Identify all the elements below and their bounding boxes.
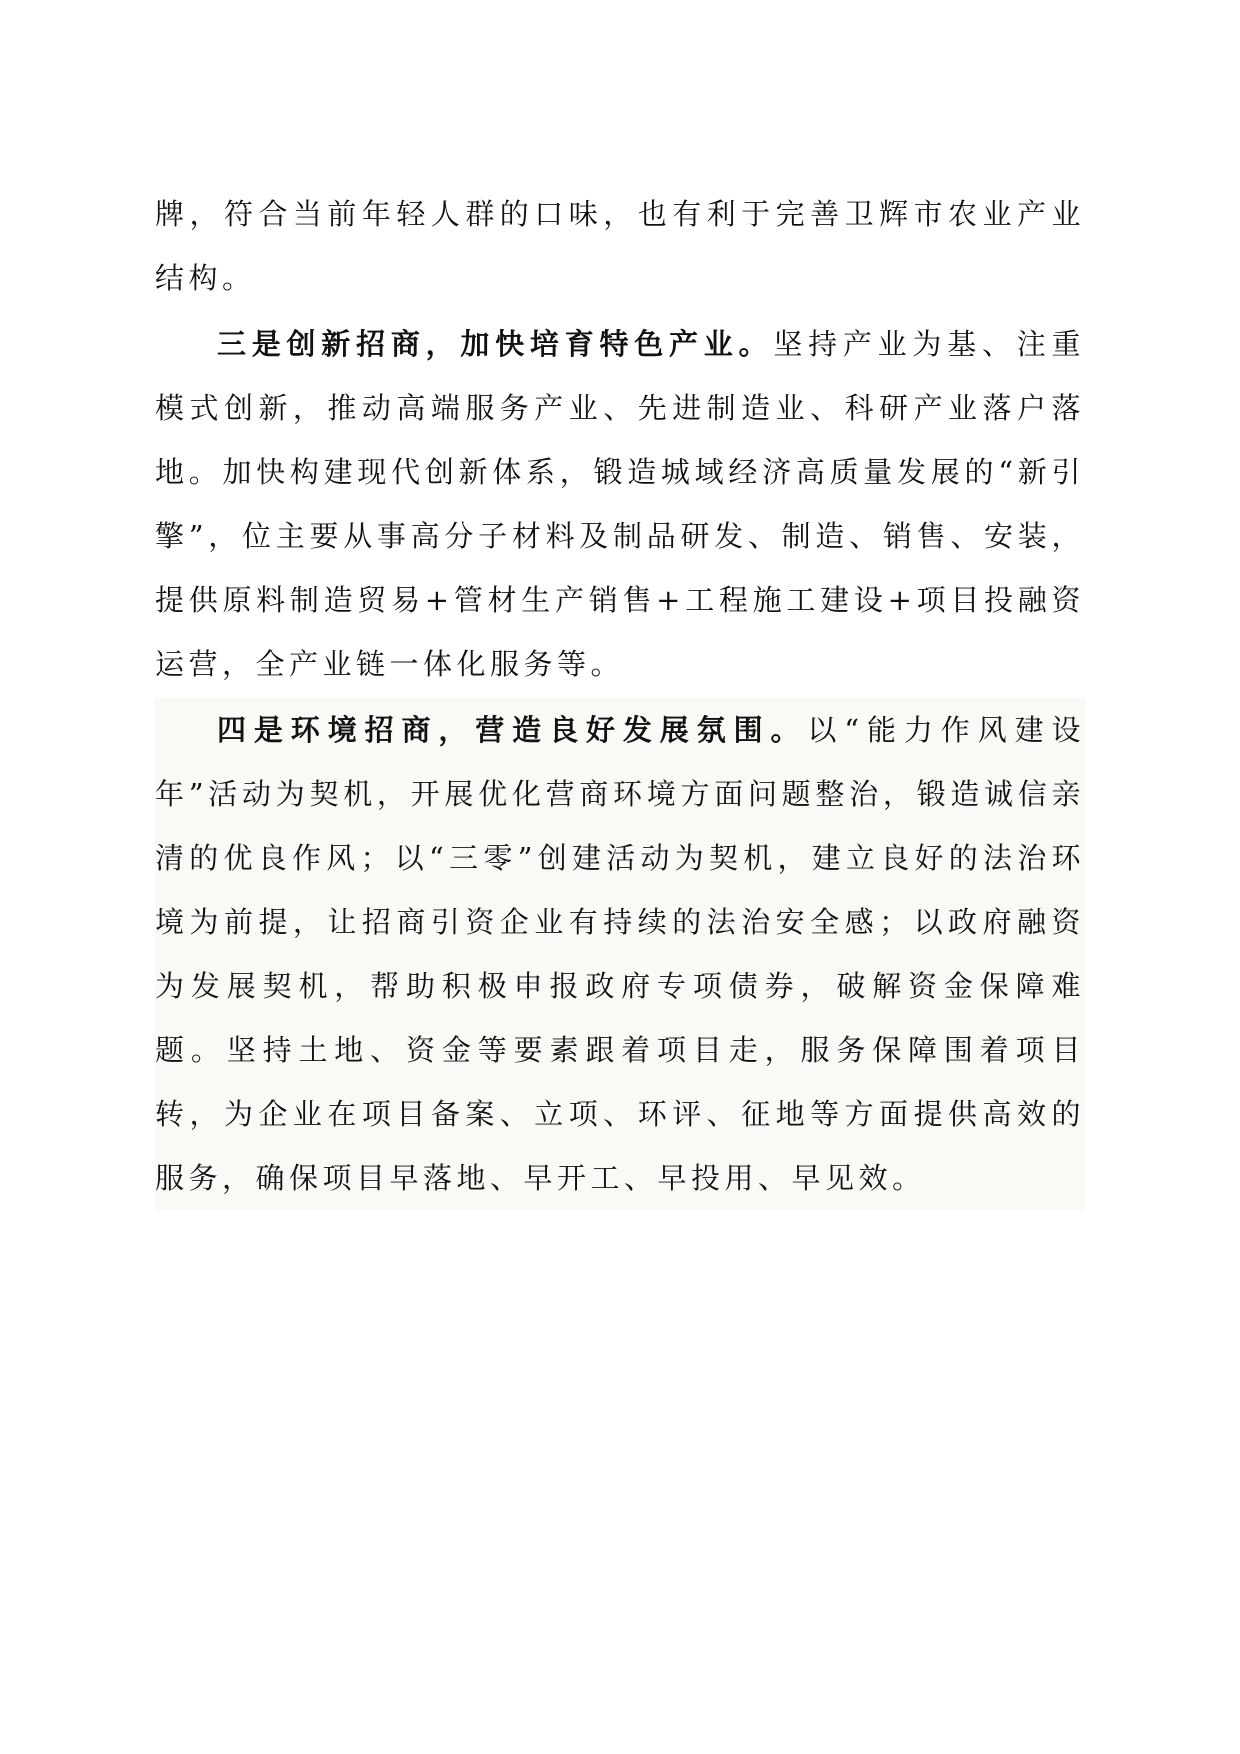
paragraph-item-3 (155, 312, 1085, 696)
paragraph-lead: 三是创新招商，加快培育特色产业。 (217, 327, 774, 361)
paragraph-lead: 四是环境招商，营造良好发展氛围。 (217, 713, 808, 747)
paragraph-text: 牌，符合当前年轻人群的口味，也有利于完善卫辉市农业产业结构。 (155, 197, 1085, 295)
paragraph-text: 坚持产业为基、注重模式创新，推动高端服务产业、先进制造业、科研产业落户落地。加快构建现代创新体系，锻造城域经济高质量发展的“新引擎”，位主要从事高分子材料及制品研发、制造、销售、安装，提供原料制造贸易+管材生产销售+工程施工建设+项目投融资运营，全产业链一体化服务等。 (155, 327, 1085, 681)
paragraph-text: 以“能力作风建设年”活动为契机，开展优化营商环境方面问题整治，锻造诚信亲清的优良作风；以“三零”创建活动为契机，建立良好的法治环境为前提，让招商引资企业有持续的法治安全感；以政府融资为发展契机，帮助积极申报政府专项债券，破解资金保障难题。坚持土地、资金等要素跟着项目走，服务保障围着项目转，为企业在项目备案、立项、环评、征地等方面提供高效的服务，确保项目早落地、早开工、早投用、早见效。 (155, 713, 1085, 1195)
document-body (155, 182, 1085, 1210)
paragraph-continuation (155, 182, 1085, 310)
paragraph-item-4 (155, 698, 1085, 1210)
